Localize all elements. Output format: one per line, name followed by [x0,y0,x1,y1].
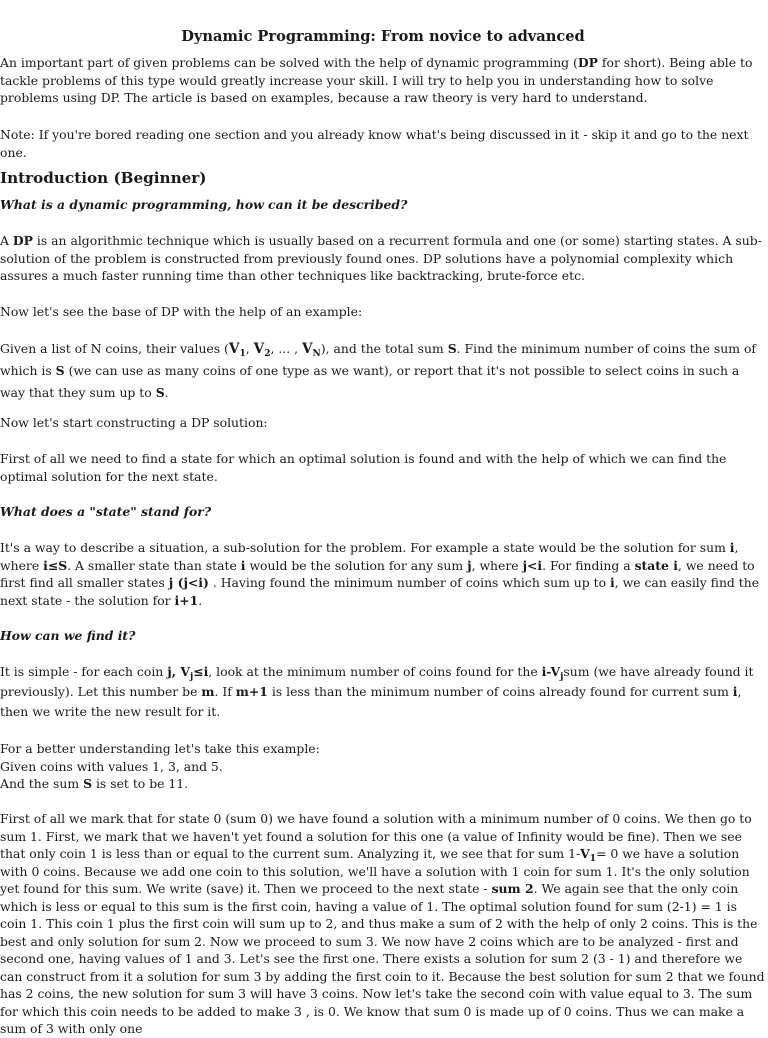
bold-term: i [610,575,615,591]
text-run: A [0,233,13,248]
text-run: . A smaller state than state [67,557,241,573]
text-run: . [198,592,203,608]
bold-term: V [228,341,240,357]
text-run: , we can easily find the next state - the solution for [0,575,760,608]
bold-term: S [83,776,93,792]
text-run: = 0 we have a solution with 0 coins. Because we add one coin to this solution, we'll have a solution with 1 coin for sum 1. It's the only solution yet found for this sum. We write (save) it. Then we proceed to the next state - [0,846,750,896]
text-run: It's a way to describe a situation, a sub-solution for the problem. For example a state would be the solution for sum [0,540,730,555]
text-run: It is simple - for each coin [0,664,168,679]
bold-term: j<i [522,557,543,573]
bold-term: state i [634,557,678,573]
text-run: Given coins with values 1, 3, and 5. [0,758,223,774]
text-run: . If [214,684,236,699]
bold-term: ≤i [193,664,209,679]
text-run: First of all we mark that for state 0 (sum 0) we have found a solution with a minimum number of 0 coins. We then go to sum 1. First, we mark that we haven't yet found a solution for this one (a value of Infinity would be fine). Then we see that only coin 1 is less than or equal to the current sum. Analyzing it, we see that for sum 1- [0,811,752,861]
text-run: . For finding a [542,557,635,573]
question-heading: What does a "state" stand for? [0,504,212,519]
intro-paragraph [0,54,766,107]
text-run: would be the solution for any sum [245,557,468,573]
bold-term: S [155,385,165,400]
walkthrough-paragraph [0,810,766,1038]
section-heading: Introduction (Beginner) [0,169,207,187]
text-run: . We again see that the only coin which is less or equal to this sum is the first coin, having a value of 1. The optimal solution found for sum (2-1) = 1 is coin 1. This coin 1 plus the first coin will sum up to 2, and thus make a sum of 2 with the help of only 2 coins. This is the best and only solution for sum 2. Now we proceed to sum 3. We now have 2 coins which are to be analyzed - first and second one, having values of 1 and 3. Let's see the first one. There exists a solution for sum 2 (3 - 1) and therefore we can construct from it a solution for sum 3 by adding the first coin to it. Because the best solution for sum 2 that we found has 2 coins, the new solution for sum 3 will have 3 coins. Now let's take the second coin with value equal to 3. The sum for which this coin needs to be added to make 3 , is 0. We know that sum 0 is made up of 0 coins. Thus we can make a sum of 3 with only one [0,881,765,1036]
text-run: sum (we have already found it previously). Let this number be [0,664,754,699]
bold-term: V [580,846,590,861]
bold-term: V [253,341,265,357]
document-title: Dynamic Programming: From novice to advanced [181,28,585,45]
text-run: . Having found the minimum number of coins which sum up to [208,575,611,591]
subscript: 1 [589,854,597,864]
bold-term: j (j<i) [168,575,209,591]
bold-term: DP [12,233,33,248]
text-run: is less than the minimum number of coins already found for current sum [267,684,733,699]
subscript: 2 [264,349,271,359]
bold-term: j [467,557,472,573]
text-run: An important part of given problems can be solved with the help of dynamic programming ( [0,55,578,70]
text-run: for short). Being able to tackle problems of this type would greatly increase your skill. I will try to help you in understanding how to solve problems using DP. The article is based on examples, because a raw theory is very hard to understand. [0,55,753,106]
text-run: , look at the minimum number of coins found for the [208,664,542,679]
bold-term: V [301,341,313,357]
bold-term: m+1 [235,684,268,699]
text-run: For a better understanding let's take this example: [0,741,320,756]
text-run: , where [0,540,739,573]
find-paragraph [0,662,766,722]
bold-term: i [729,540,735,555]
example-paragraph [0,740,766,793]
note-paragraph: Note: If you're bored reading one section and you already know what's being discussed in it - skip it and go to the next one. [0,127,749,160]
text-run: . Find the minimum number of coins the sum of which is [0,341,756,378]
bold-term: i+1 [174,592,199,608]
bold-term: i-V [541,664,561,679]
bold-term: sum 2 [491,881,534,896]
text-run: is an algorithmic technique which is usually based on a recurrent formula and one (or some) starting states. A sub-solution of the problem is constructed from previously found ones. DP solutions have a polynomial complexity which assures a much faster running time than other techniques like backtracking, brute-force etc. [0,233,762,284]
bold-term: j, V [167,664,190,679]
text-run: And the sum [0,776,84,792]
bold-term: DP [577,55,598,70]
bold-term: i [240,557,246,573]
text-run: ), and the total sum [320,341,448,356]
text-run: . [164,385,169,400]
subscript: N [312,349,321,359]
state-paragraph [0,539,766,609]
subscript: j [189,672,194,682]
bold-term: i [732,684,738,699]
state-intro-paragraph: First of all we need to find a state for which an optimal solution is found and with the help of which we can find the optimal solution for the next state. [0,451,727,484]
text-run: (we can use as many coins of one type as we want), or report that it's not possible to select coins in such a way that they sum up to [0,363,740,400]
start-paragraph: Now let's start constructing a DP solution: [0,415,268,430]
text-run: , where [471,557,523,573]
subscript: j [560,672,564,682]
coins-paragraph [0,338,766,404]
base-paragraph: Now let's see the base of DP with the help of an example: [0,304,363,319]
text-run: Given a list of N coins, their values ( [0,341,229,356]
bold-term: S [447,341,457,356]
bold-term: m [201,684,215,699]
text-run: is set to be 11. [92,776,189,792]
text-run: , then we write the new result for it. [0,684,742,719]
text-run: , ... , [270,341,302,356]
bold-term: i≤S [43,557,68,573]
text-run: , [245,341,254,356]
subscript: 1 [239,349,246,359]
question-heading: What is a dynamic programming, how can it be described? [0,197,408,212]
question-heading: How can we find it? [0,628,136,643]
text-run: , we need to first find all smaller states [0,557,755,591]
bold-term: S [55,363,65,378]
definition-paragraph [0,232,766,285]
